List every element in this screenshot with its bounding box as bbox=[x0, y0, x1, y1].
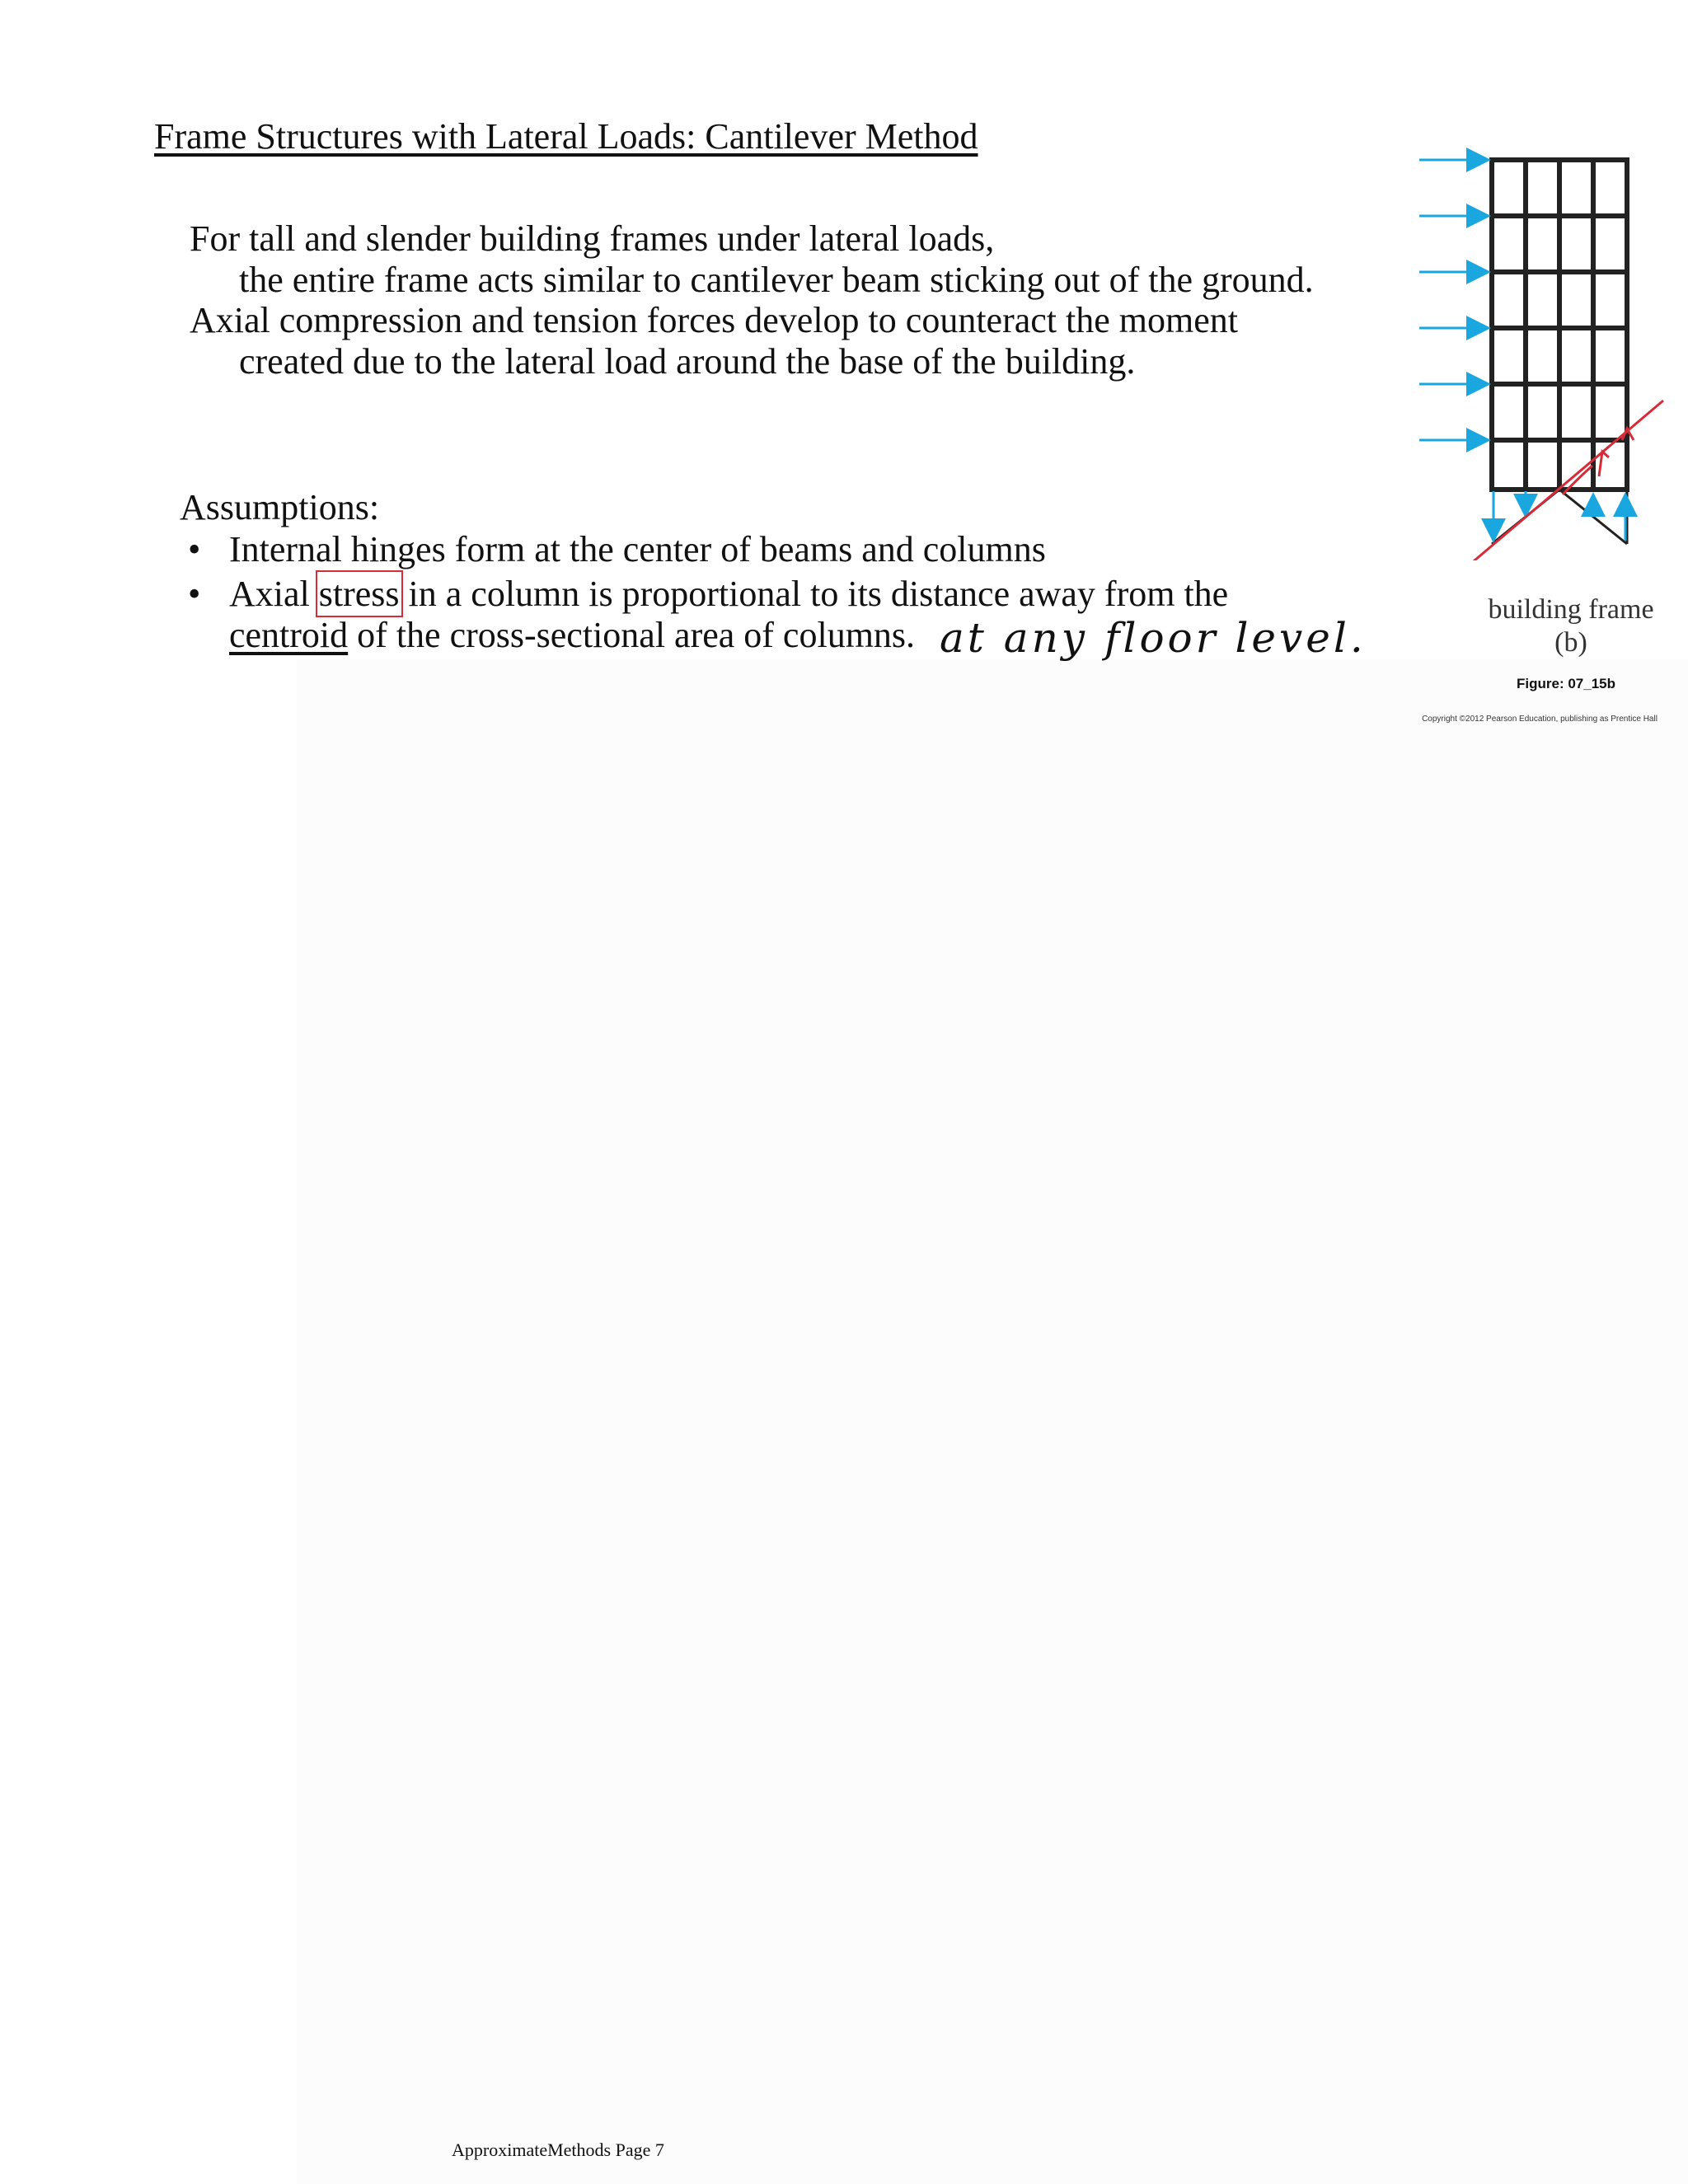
lateral-load-arrows bbox=[1419, 160, 1489, 440]
assumptions-heading: Assumptions: bbox=[180, 487, 380, 527]
handwritten-note: at any floor level. bbox=[940, 614, 1367, 662]
assumption-stress-prefix: Axial bbox=[229, 574, 319, 614]
figure-copyright: Copyright ©2012 Pearson Education, publishing as Prentice Hall bbox=[1422, 715, 1658, 724]
page-footer: ApproximateMethods Page 7 bbox=[452, 2139, 664, 2160]
frame-grid bbox=[1492, 160, 1627, 490]
intro-paragraph-2 bbox=[190, 300, 1238, 382]
building-frame-figure bbox=[1401, 132, 1688, 742]
intro-line-1: For tall and slender building frames under lateral loads, bbox=[190, 218, 995, 259]
assumption-stress-end: of the cross-sectional area of columns. bbox=[348, 615, 916, 655]
assumption-stress-rest: in a column is proportional to its distance away from the bbox=[399, 574, 1229, 614]
centroid-term: centroid bbox=[229, 615, 349, 655]
intro-line-3: Axial compression and tension forces develop to counteract the moment bbox=[190, 300, 1238, 340]
intro-line-2: the entire frame acts similar to cantilever beam sticking out of the ground. bbox=[239, 260, 1314, 300]
intro-line-4: created due to the lateral load around the base of the building. bbox=[239, 341, 1136, 382]
figure-caption-line-1: building frame bbox=[1488, 594, 1654, 625]
figure-label: Figure: 07_15b bbox=[1517, 676, 1615, 691]
figure-caption-line-2: (b) bbox=[1554, 627, 1587, 658]
page-background-shade bbox=[297, 659, 1688, 2184]
column-axial-force-arrows bbox=[1493, 491, 1625, 541]
bullet-icon: • bbox=[188, 529, 201, 569]
assumption-item-hinges bbox=[188, 529, 1228, 570]
frame-diagram bbox=[1401, 132, 1688, 560]
assumption-text-hinges: Internal hinges form at the center of beams and columns bbox=[229, 529, 1046, 569]
stress-highlight: stress bbox=[318, 574, 400, 614]
figure-caption bbox=[1472, 593, 1670, 659]
page-title: Frame Structures with Lateral Loads: Cantilever Method bbox=[154, 116, 978, 157]
intro-paragraph-1 bbox=[190, 218, 1314, 301]
base-stress-diagram bbox=[1492, 490, 1627, 544]
bullet-icon: • bbox=[188, 574, 201, 614]
